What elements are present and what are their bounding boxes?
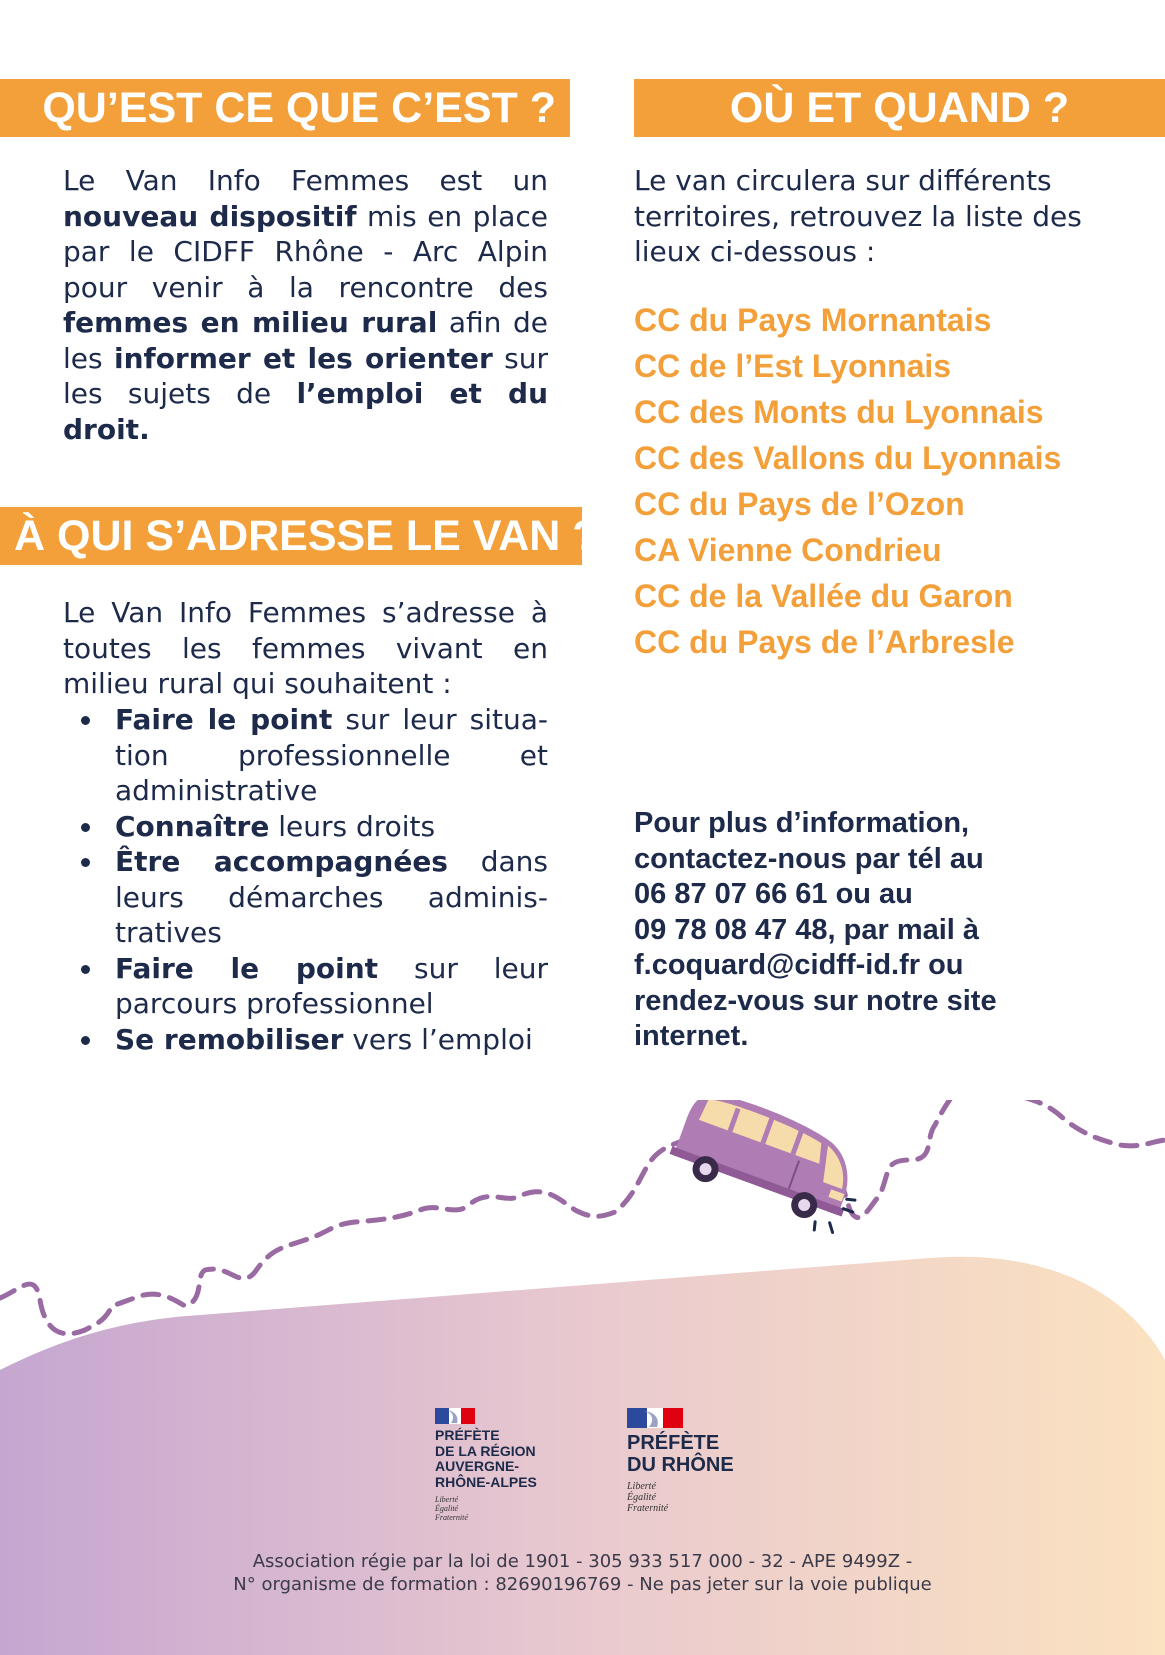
bullet-icon xyxy=(81,823,90,832)
van-icon xyxy=(662,1100,876,1240)
bullet-icon xyxy=(81,716,90,725)
marianne-flag-icon xyxy=(627,1408,683,1428)
bullet-icon xyxy=(81,1036,90,1045)
section-title-who: À QUI S’ADRESSE LE VAN ? xyxy=(0,507,582,565)
where-intro: Le van circulera sur différents territoires, retrouvez la liste des lieux ci-dessous : xyxy=(634,164,1082,268)
place-item: CC du Pays de l’Ozon xyxy=(634,486,965,522)
place-item: CC de l’Est Lyonnais xyxy=(634,348,952,384)
place-item: CC des Vallons du Lyonnais xyxy=(634,440,1062,476)
contact-email-line[interactable]: f.coquard@cidff-id.fr ou xyxy=(634,949,964,981)
place-item: CC du Pays de l’Arbresle xyxy=(634,624,1015,660)
bullet-icon xyxy=(81,965,90,974)
who-intro: Le Van Info Femmes s’adresse à toutes les femmes vivant en milieu rural qui souhaitent : xyxy=(63,596,548,700)
contact-info xyxy=(634,806,1114,1055)
what-paragraph: Le Van Info Femmes est un nouveau dispositif mis en place par le CIDFF Rhône - Arc Alpin pour venir à la rencontre des femmes en milieu rural afin de les informer et les orienter sur les sujets de l’emploi et du droit. xyxy=(63,164,549,446)
who-list xyxy=(63,702,548,1057)
list-item: Connaître leurs droits xyxy=(63,809,548,845)
marianne-flag-icon xyxy=(435,1408,475,1424)
list-item: Être accompagnées dans leurs démarches adminis-tratives xyxy=(63,844,548,951)
prefete-rhone-logo: PRÉFÈTE DU RHÔNE Liberté Égalité Fraternité xyxy=(627,1408,734,1514)
place-item: CC des Monts du Lyonnais xyxy=(634,394,1044,430)
footer-legal xyxy=(0,1550,1165,1596)
bullet-icon xyxy=(81,858,90,867)
contact-line: contactez-nous par tél au xyxy=(634,842,984,875)
footer-line: Association régie par la loi de 1901 - 305 933 517 000 - 32 - APE 9499Z - xyxy=(252,1551,913,1572)
footer-line: N° organisme de formation : 82690196769 - Ne pas jeter sur la voie publique xyxy=(233,1574,932,1595)
list-item: Faire le point sur leur situa-tion professionnelle et administrative xyxy=(63,702,548,809)
list-item: Faire le point sur leur parcours professionnel xyxy=(63,951,548,1022)
contact-line: rendez-vous sur notre site xyxy=(634,984,997,1017)
places-list xyxy=(634,297,1061,665)
list-item: Se remobiliser vers l’emploi xyxy=(63,1022,548,1058)
place-item: CC de la Vallée du Garon xyxy=(634,578,1013,614)
section-title-what: QU’EST CE QUE C’EST ? xyxy=(0,79,570,137)
section-title-where: OÙ ET QUAND ? xyxy=(634,79,1165,137)
prefete-region-logo: PRÉFÈTE DE LA RÉGION AUVERGNE- RHÔNE-ALPES Liberté Égalité Fraternité xyxy=(435,1408,537,1522)
contact-phone-line[interactable]: 06 87 07 66 61 ou au xyxy=(634,878,913,910)
place-item: CA Vienne Condrieu xyxy=(634,532,942,568)
contact-line: internet. xyxy=(634,1020,749,1052)
contact-phone-line[interactable]: 09 78 08 47 48, par mail à xyxy=(634,913,980,946)
dashed-road-right xyxy=(830,1100,1165,1218)
place-item: CC du Pays Mornantais xyxy=(634,302,992,338)
contact-line: Pour plus d’information, xyxy=(634,807,970,839)
